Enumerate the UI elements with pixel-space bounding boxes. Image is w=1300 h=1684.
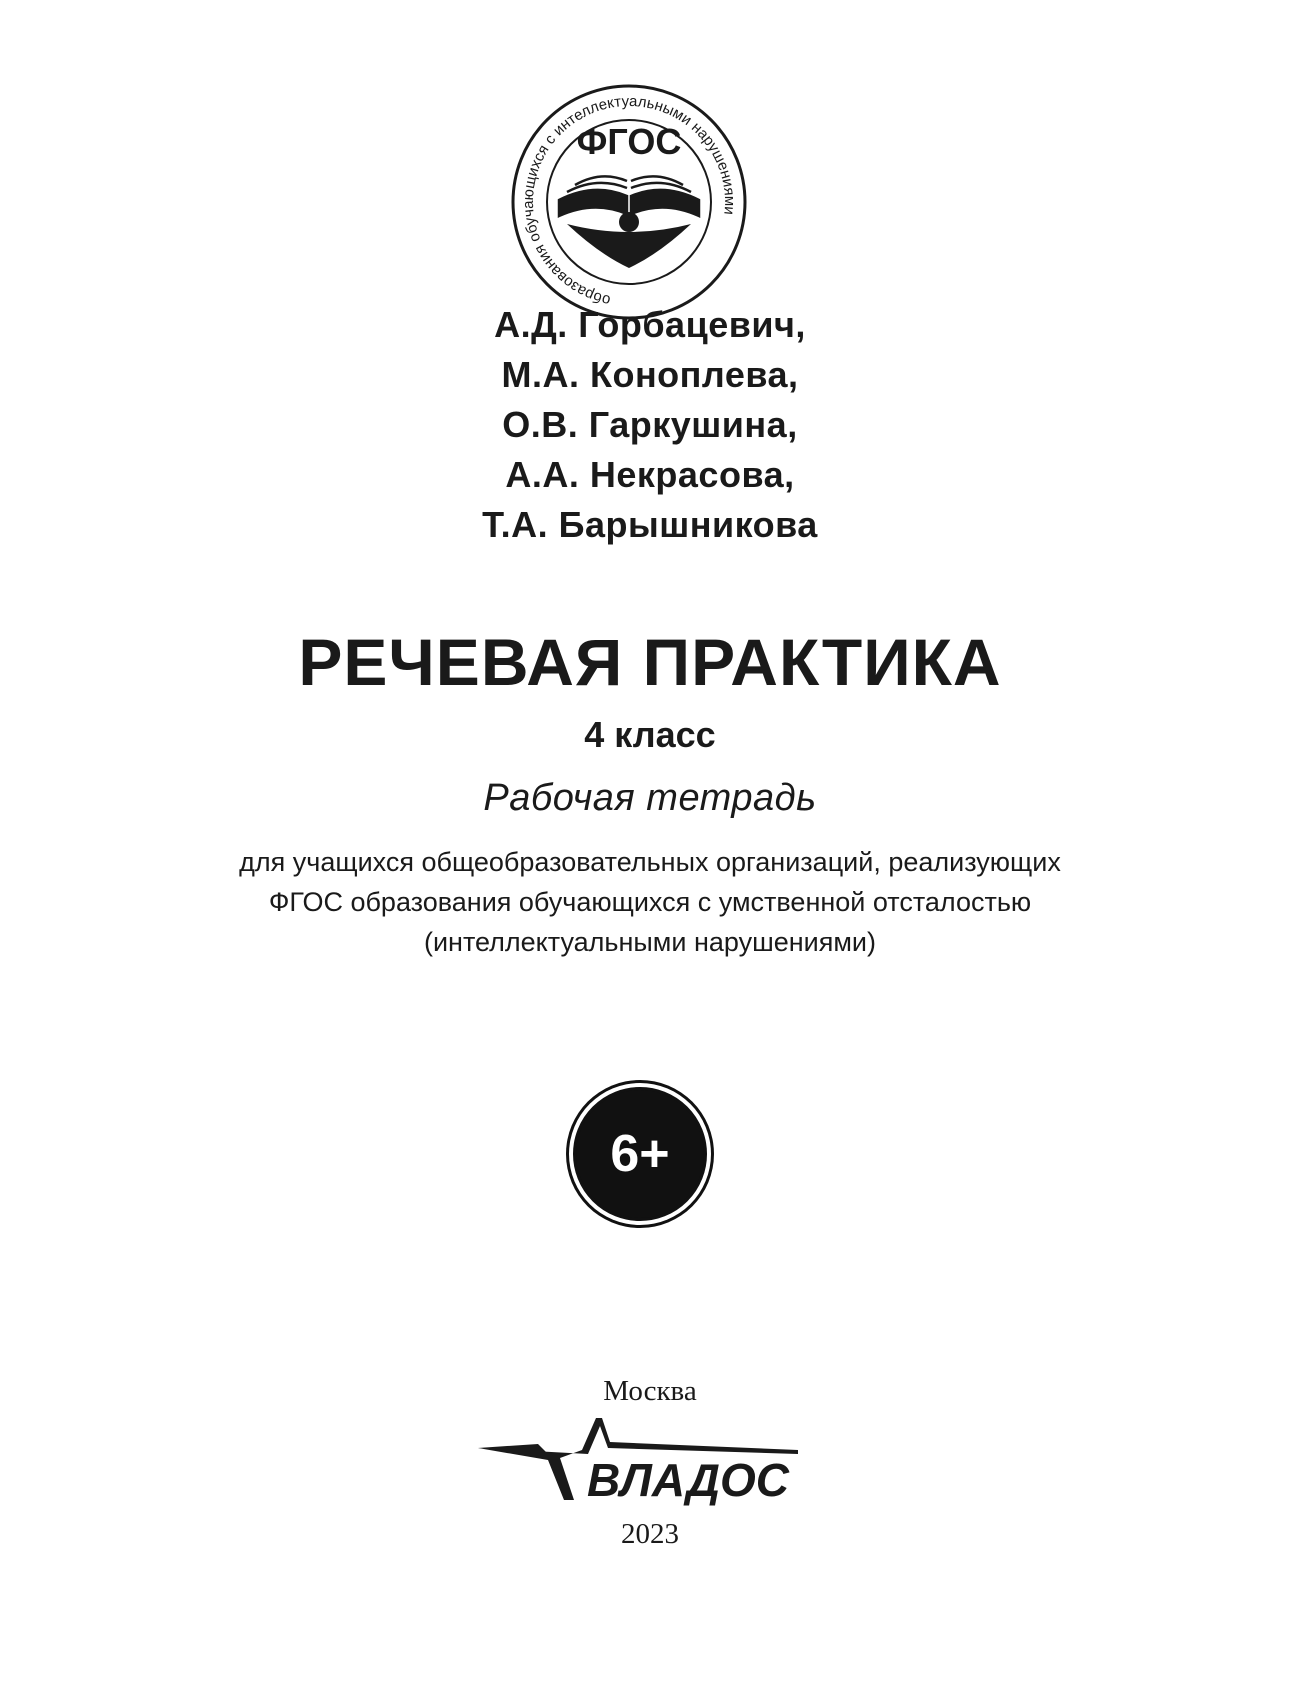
book-description [0,842,1300,962]
figure-head-icon [619,212,639,232]
fgos-logo [509,82,749,322]
description-line-3: (интеллектуальными нарушениями) [423,927,877,957]
logo-ring-text: образования обучающихся с интеллектуальными нарушениями [519,92,739,310]
publisher-logo [478,1406,808,1506]
author-5: Т.А. Барышникова [482,504,818,545]
age-rating-label: 6+ [610,1125,670,1183]
author-1: А.Д. Горбацевич, [494,304,806,345]
grade-label: 4 класс [584,714,716,755]
age-rating-badge [573,1087,707,1221]
publisher-name: ВЛАДОС [587,1454,789,1506]
book-title: РЕЧЕВАЯ ПРАКТИКА [298,625,1002,699]
workbook-subtitle: Рабочая тетрадь [483,777,817,819]
description-line-1: для учащихся общеобразовательных организаций, реализующих [239,847,1061,877]
open-book-icon [559,176,699,216]
author-2: М.А. Коноплева, [501,354,799,395]
author-4: А.А. Некрасова, [505,454,795,495]
logo-name: ФГОС [576,121,682,162]
author-3: О.В. Гаркушина, [502,404,798,445]
publisher-city: Москва [603,1375,697,1407]
authors-list [0,300,1300,550]
description-line-2: ФГОС образования обучающихся с умственной отсталостью [268,887,1032,917]
publication-year: 2023 [621,1518,679,1550]
